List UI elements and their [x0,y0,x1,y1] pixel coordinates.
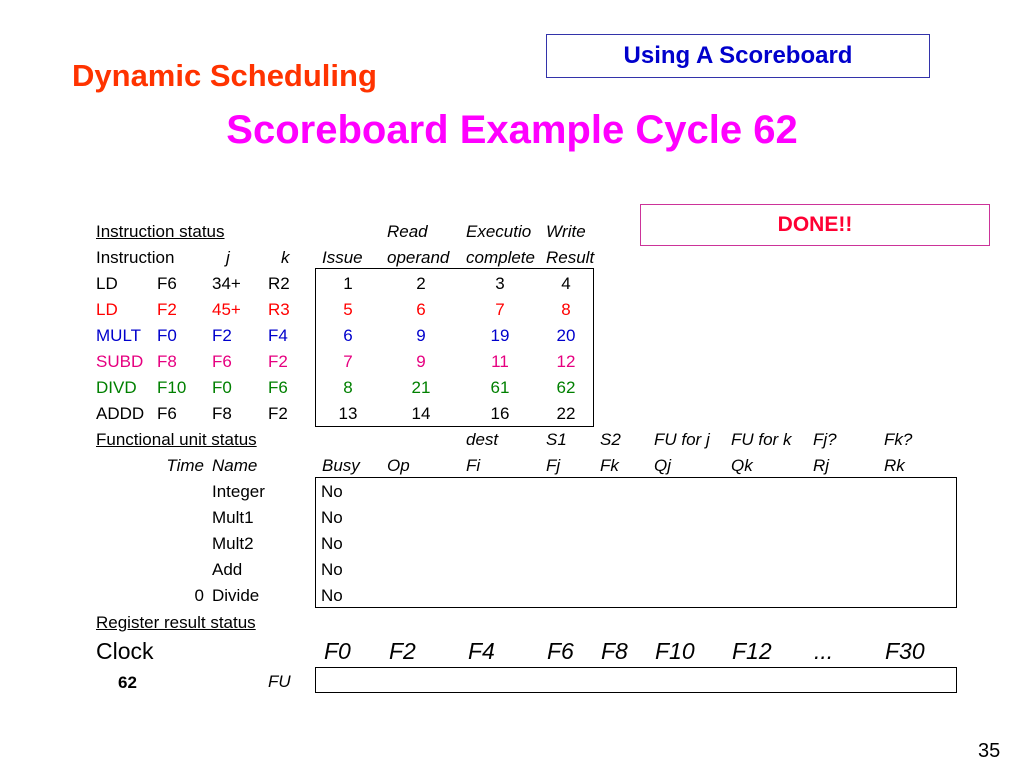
register-header: ... [814,638,834,664]
register-header: F12 [732,638,772,664]
header-rj: Rj [813,456,830,475]
fu-busy: No [321,482,343,501]
instr-read: 6 [416,300,426,319]
fu-name: Add [212,560,243,579]
register-header: F6 [547,638,574,664]
header-k: k [281,248,290,267]
instr-j: F8 [212,404,232,423]
register-status-title: Register result status [96,613,256,632]
fu-status-box [315,477,957,608]
header-fu-for-k: FU for k [731,430,792,449]
header-name: Name [212,456,258,475]
instr-exec: 61 [490,378,510,397]
instr-k: F6 [268,378,288,397]
instr-op: SUBD [96,352,144,371]
instr-write: 62 [556,378,576,397]
header-dest: dest [466,430,499,449]
instr-op: ADDD [96,404,145,423]
register-fu-box [315,667,957,693]
header-busy: Busy [322,456,360,475]
instr-dest: F6 [157,404,177,423]
fu-busy: No [321,534,343,553]
header-exec-top: Executio [466,222,532,241]
instr-j: F2 [212,326,232,345]
header-qk: Qk [731,456,753,475]
fu-name: Mult2 [212,534,254,553]
header-fj: Fj [546,456,561,475]
instr-op: LD [96,300,118,319]
instr-read: 2 [416,274,426,293]
instr-k: R2 [268,274,290,293]
instr-k: R3 [268,300,290,319]
clock-label: Clock [96,638,154,664]
instr-exec: 16 [490,404,510,423]
instr-k: F4 [268,326,288,345]
header-read-top: Read [387,222,428,241]
instr-write: 4 [561,274,571,293]
instr-j: F0 [212,378,232,397]
header-write-result: Result [546,248,595,267]
header-instruction: Instruction [96,248,175,267]
instr-dest: F2 [157,300,177,319]
instr-exec: 7 [495,300,505,319]
header-s1: S1 [546,430,567,449]
instr-j: 34+ [212,274,241,293]
instr-op: DIVD [96,378,137,397]
instr-write: 12 [556,352,576,371]
instr-issue: 5 [343,300,353,319]
clock-value: 62 [118,673,137,692]
header-fi: Fi [466,456,481,475]
register-header: F0 [324,638,351,664]
instr-read: 9 [416,326,426,345]
fu-label: FU [268,672,291,691]
instr-read: 9 [416,352,426,371]
instr-k: F2 [268,404,288,423]
header-qj: Qj [654,456,671,475]
instr-issue: 6 [343,326,353,345]
fu-time: 0 [194,586,204,605]
instr-issue: 8 [343,378,353,397]
fu-name: Divide [212,586,260,605]
header-j: j [226,248,230,267]
instr-op: LD [96,274,118,293]
fu-busy: No [321,508,343,527]
header-fk-ready: Fk? [884,430,913,449]
instr-dest: F0 [157,326,177,345]
header-s2: S2 [600,430,621,449]
header-fu-for-j: FU for j [654,430,710,449]
header-op: Op [387,456,410,475]
register-header: F30 [885,638,925,664]
instr-j: 45+ [212,300,241,319]
fu-status-title: Functional unit status [96,430,257,449]
instr-write: 20 [556,326,576,345]
header-issue: Issue [322,248,363,267]
header-fk: Fk [600,456,619,475]
instr-read: 14 [411,404,431,423]
page-number: 35 [978,740,1001,762]
instr-dest: F6 [157,274,177,293]
header-fj-ready: Fj? [813,430,837,449]
header-exec-complete: complete [466,248,535,267]
instr-op: MULT [96,326,142,345]
instr-k: F2 [268,352,288,371]
instr-dest: F8 [157,352,177,371]
header-read-operand: operand [387,248,450,267]
instr-issue: 13 [338,404,358,423]
instruction-status-title: Instruction status [96,222,225,241]
header-rk: Rk [884,456,905,475]
instr-write: 22 [556,404,576,423]
page-title: Scoreboard Example Cycle 62 [226,108,798,152]
instr-exec: 19 [490,326,510,345]
instr-write: 8 [561,300,571,319]
instr-issue: 1 [343,274,353,293]
fu-name: Mult1 [212,508,254,527]
instr-issue: 7 [343,352,353,371]
fu-busy: No [321,560,343,579]
fu-name: Integer [212,482,265,501]
section-title: Dynamic Scheduling [72,58,377,93]
done-banner: DONE!! [640,204,990,246]
instr-j: F6 [212,352,232,371]
header-write-top: Write [546,222,586,241]
instr-exec: 11 [491,352,509,371]
register-header: F10 [655,638,695,664]
register-header: F2 [389,638,416,664]
topic-box: Using A Scoreboard [546,34,930,78]
instr-dest: F10 [157,378,187,397]
instr-exec: 3 [495,274,505,293]
instr-read: 21 [411,378,431,397]
register-header: F4 [468,638,495,664]
register-header: F8 [601,638,628,664]
fu-busy: No [321,586,343,605]
header-time: Time [166,456,204,475]
